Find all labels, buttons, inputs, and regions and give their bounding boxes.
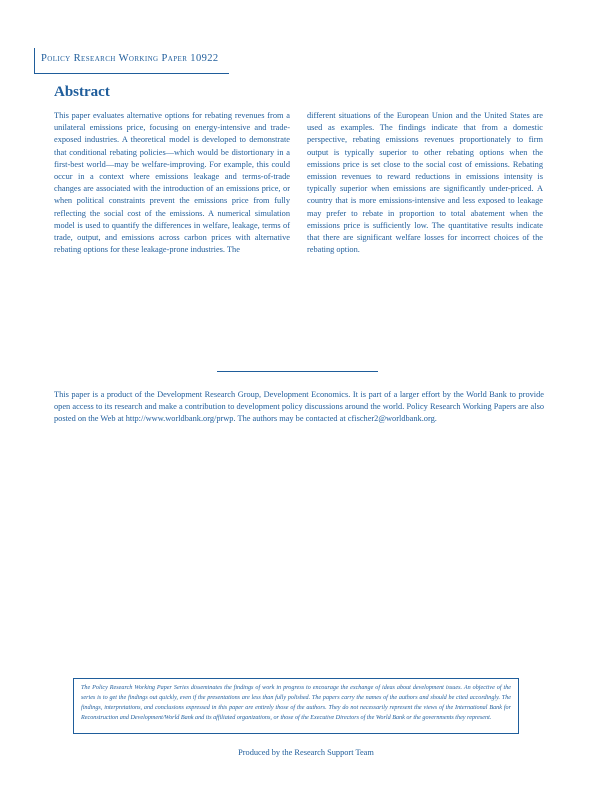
abstract-column-left: This paper evaluates alternative options for rebating revenues from a unilateral emissions price, focusing on energy-intensive and trade-exposed industries. A theoretical model is developed to demonstrate that conditional rebating policies—which would be distortionary in a first-best world—may be welfare-improving. For example, this could occur in a context where emissions leakage and terms-of-trade changes are associated with the introduction of an emissions price, or when political constraints prevent the emissions price from fully reflecting the social cost of the emissions. A numerical simulation model is used to quantify the differences in welfare, leakage, terms of trade, output, and emissions across carbon prices with alternative rebating options for these leakage-prone industries. The [54, 111, 290, 255]
series-disclaimer-text: The Policy Research Working Paper Series disseminates the findings of work in progress to encourage the exchange of ideas about development issues. An objective of the series is to get the findings out quickly, even if the presentations are less than fully polished. The papers carry the names of the authors and should be cited accordingly. The findings, interpretations, and conclusions expressed in this paper are entirely those of the authors. They do not necessarily represent the views of the International Bank for Reconstruction and Development/World Bank and its affiliated organizations, or those of the Executive Directors of the World Bank or the governments they represent. [81, 685, 511, 722]
abstract-column-right: different situations of the European Union and the United States are used as examples. The findings indicate that from a domestic perspective, rebating emissions revenues proportionately to firm output is typically superior to other rebating options when the emissions price is set close to the social cost of emissions. Rebating emission revenues to reward reductions in emissions intensity is typically superior when emissions are significantly under-priced. A country that is more emissions-intensive and less exposed to leakage may prefer to rebate in proportion to total abatement when the emissions price is sufficiently low. The quantitative results indicate that there are significant welfare losses for incorrect choices of the rebating option. [307, 111, 543, 255]
produced-by: Produced by the Research Support Team [238, 748, 374, 757]
product-note: This paper is a product of the Development Research Group, Development Economics. It is part of a larger effort by the World Bank to provide open access to its research and make a contribution to development policy discussions around the world. Policy Research Working Papers are also posted on the Web at http://www.worldbank.org/prwp. The authors may be contacted at cfischer2@worldbank.org. [54, 390, 544, 424]
series-label: Policy Research Working Paper 10922 [41, 53, 219, 64]
abstract-heading: Abstract [54, 84, 110, 100]
series-header [34, 48, 229, 74]
section-divider [217, 371, 378, 372]
series-disclaimer-box [73, 678, 519, 734]
